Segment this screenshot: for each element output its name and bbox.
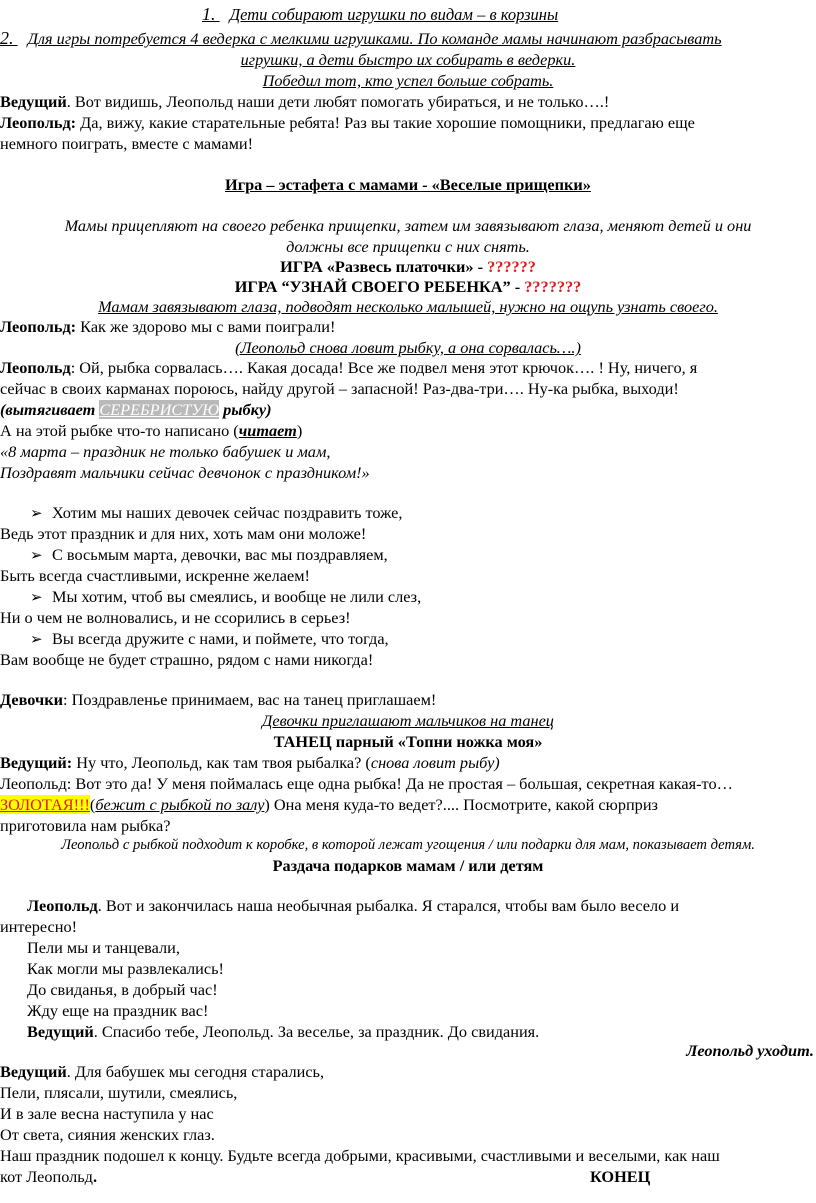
dialog-line [0,316,335,337]
stage-direction: Леопольд с рыбкой подходит к коробке, в которой лежат угощения / или подарки для мам, показывает детям. [61,837,755,853]
poem-line: Пели, плясали, шутили, смеялись, [0,1083,238,1102]
section-heading: Игра – эстафета с мамами - «Веселые прищепки» [225,175,591,194]
poem-line: Жду еще на праздник вас! [27,1001,209,1020]
quote-line: Поздравят мальчики сейчас девчонок с праздником!» [0,463,370,482]
dialog-text: . Вот видишь, Леопольд наши дети любят помогать убираться, и не только….! [66,92,610,111]
stage-direction: Мамам завязывают глаза, подводят несколько малышей, нужно на ощупь узнать своего. [98,297,718,316]
dialog-line [0,689,436,710]
poem-line: От света, сияния женских глаз. [0,1125,215,1144]
stage-direction: (Леопольд снова ловит рыбку, а она сорвалась….) [235,338,581,357]
section-heading [0,276,816,297]
poem-line: Ведь этот праздник и для них, хоть мам они моложе! [0,524,367,543]
speaker-name: Ведущий [27,1022,94,1041]
dialog-line [0,112,695,133]
poem-line: С восьмым марта, девочки, вас мы поздравляем, [52,545,388,564]
dialog-text: интересно! [0,917,78,936]
speaker-name: Леопольд [27,896,98,915]
dialog-text: кот Леопольд [0,1167,93,1186]
stage-direction: Леопольд уходит. [686,1041,814,1060]
list-item-text: Для игры потребуется 4 ведерка с мелкими игрушками. По команде мамы начинают разбрасывать [27,29,722,48]
list-number: 2. [0,28,14,48]
poem-line: Как могли мы развлекались! [27,959,224,978]
list-number: 1. [202,4,216,24]
dialog-text: . Вот и закончилась наша необычная рыбалка. Я старался, чтобы вам было весело и [97,896,680,915]
list-item-2-cont: игрушки, а дети быстро их собирать в ведерки. [240,50,576,69]
poem-bullet-line [30,544,388,566]
speaker-name: Ведущий: [0,753,73,772]
dialog-text: ) [296,421,303,440]
stage-direction: Девочки приглашают мальчиков на танец [262,711,554,730]
poem-line: Мы хотим, чтоб вы смеялись, и вообще не лили слез, [52,587,422,606]
question-marks: ??????? [524,277,582,296]
dialog-text: приготовила нам рыбка? [0,816,171,835]
stage-direction [0,399,272,420]
list-item-text: Дети собирают игрушки по видам – в корзины [229,5,559,24]
stage-direction: Мамы прицепляют на своего ребенка прищепки, затем им завязывают глаза, меняют детей и они [64,216,752,235]
dialog-text: . Спасибо тебе, Леопольд. За веселье, за праздник. До свидания. [93,1022,540,1041]
poem-line: Пели мы и танцевали, [27,938,180,957]
list-item-2-result: Победил тот, кто успел больше собрать. [262,71,554,90]
section-heading: ТАНЕЦ парный «Топни ножка моя» [273,732,543,751]
speaker-name: Девочки [0,690,63,709]
dialog-line [0,357,697,378]
dialog-text: Наш праздник подошел к концу. Будьте всегда добрыми, красивыми, счастливыми и веселыми, как наш [0,1146,720,1165]
dialog-text: Ну что, Леопольд, как там твоя рыбалка? ( [72,753,371,772]
poem-line: До свиданья, в добрый час! [27,980,218,999]
poem-line: И в зале весна наступила у нас [0,1104,214,1123]
dialog-line [0,1061,324,1082]
dialog-text: сейчас в своих карманах пороюсь, найду другой – запасной! Раз-два-три…. Ну-ка рыбка, выходи! [0,379,679,398]
dialog-line [0,1166,97,1187]
dialog-text: Как же здорово мы с вами поиграли! [76,317,336,336]
dialog-line [27,1021,539,1042]
dialog-text: немного поиграть, вместе с мамами! [0,134,254,153]
poem-bullet-line [30,586,421,608]
stage-text: бежит с рыбкой по залу [95,795,265,814]
arrow-bullet-icon: ➢ [30,588,43,606]
stage-text: снова ловит рыбу) [370,753,500,772]
speaker-name: Леопольд [0,358,71,377]
speaker-name: Леопольд: [0,113,77,132]
dialog-line [0,420,302,441]
stage-word: читает [238,421,297,440]
dialog-text: . Для бабушек мы сегодня старались, [66,1062,325,1081]
speaker-name: Ведущий [0,1062,67,1081]
dialog-line [0,752,500,773]
stage-text: (вытягивает [0,400,100,419]
arrow-bullet-icon: ➢ [30,504,43,522]
poem-line: Вам вообще не будет страшно, рядом с нами никогда! [0,650,374,669]
end-label: КОНЕЦ [590,1167,651,1186]
dialog-text: Да, вижу, какие старательные ребята! Раз вы такие хорошие помощники, предлагаю еще [76,113,695,132]
arrow-bullet-icon: ➢ [30,546,43,564]
poem-line: Быть всегда счастливыми, искренне желаем! [0,566,310,585]
stage-direction: должны все прищепки с них снять. [286,237,530,256]
speaker-name: Ведущий [0,92,67,111]
poem-line: Вы всегда дружите с нами, и поймете, что тогда, [52,629,389,648]
dialog-text: : Ой, рыбка сорвалась…. Какая досада! Все же подвел меня этот крючок…. ! Ну, ничего, я [70,358,698,377]
question-marks: ?????? [487,257,536,276]
stage-text: ) [264,795,270,814]
section-heading: Раздача подарков мамам / или детям [272,856,544,875]
speaker-name: Леопольд: [0,317,77,336]
highlight-silver: СЕРЕБРИСТУЮ [99,400,220,419]
poem-bullet-line [30,502,402,524]
dialog-text: : Поздравленье принимаем, вас на танец приглашаем! [62,690,437,709]
dialog-text: . [92,1167,98,1186]
poem-line: Хотим мы наших девочек сейчас поздравить тоже, [52,503,403,522]
list-item-1 [202,4,558,25]
stage-text: ( [89,795,96,814]
dialog-text: А на этой рыбке что-то написано ( [0,421,239,440]
dialog-line [0,91,609,112]
dialog-text: Она меня куда-то ведет?.... Посмотрите, какой сюрприз [269,795,658,814]
dialog-text: Леопольд: Вот это да! У меня поймалась еще одна рыбка! Да не простая – большая, секретная какая-то… [0,774,733,793]
arrow-bullet-icon: ➢ [30,630,43,648]
quote-line: «8 марта – праздник не только бабушек и мам, [0,442,331,461]
stage-text: рыбку) [219,400,272,419]
poem-line: Ни о чем не волновались, и не ссорились в серьез! [0,608,351,627]
section-heading [0,256,816,277]
list-item-2 [0,28,722,49]
poem-bullet-line [30,628,389,650]
dialog-line [27,895,679,916]
heading-text: ИГРА “УЗНАЙ СВОЕГО РЕБЕНКА” - [234,277,525,296]
highlight-gold: ЗОЛОТАЯ!!! [0,795,90,814]
heading-text: ИГРА «Развесь платочки» - [280,257,488,276]
dialog-line [0,794,658,815]
